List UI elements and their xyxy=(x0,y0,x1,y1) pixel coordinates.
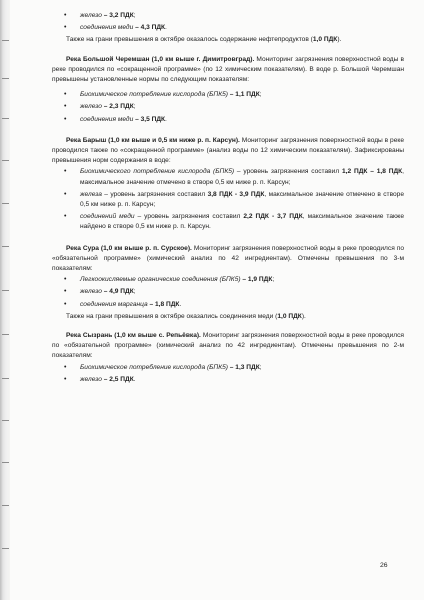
bullet-icon: • xyxy=(64,115,67,123)
list-item: • железо – 2,3 ПДК; xyxy=(52,102,404,112)
section-heading: Река Большой Черемшан (1,0 км выше г. Димитровград). xyxy=(66,55,255,63)
top-list xyxy=(52,11,404,33)
bullet-icon: • xyxy=(64,168,67,176)
syzran-list xyxy=(52,363,404,385)
bullet-icon: • xyxy=(64,103,67,111)
section-cheremshan: Река Большой Черемшан (1,0 км выше г. Димитровград). Мониторинг загрязнения поверхностной воды в реке проводился по «сокращенной программе» (по 12 химическим показателям). В воде р. Большой Черемшан превышены установленные нормы по следующим показателям: xyxy=(52,55,404,84)
barysh-list xyxy=(52,167,404,232)
section-sura: Река Сура (1,0 км выше р. п. Сурское). Мониторинг загрязнения поверхностной воды в реке проводился по «обязательной программе» (химический анализ по 42 ингредиентам). Отмечены превышения по 3-м показателям: xyxy=(52,244,404,273)
bullet-icon: • xyxy=(64,12,67,19)
list-item: • Легкоокисляемые органические соединения (БПК5) – 1,9 ПДК; xyxy=(52,275,404,285)
page-binding-edge xyxy=(0,0,10,600)
list-item: • железо – 4,9 ПДК; xyxy=(52,287,404,297)
bullet-icon: • xyxy=(64,91,67,99)
section-barysh: Река Барыш (1,0 км выше и 0,5 км ниже р. п. Карсун). Мониторинг загрязнения поверхностной воды в реке проводился также по «сокращенной программе» (анализ воды по 12 химическим показателям). Зафиксированы превышения норм содержания в воде: xyxy=(52,136,404,165)
bullet-icon: • xyxy=(64,213,67,221)
list-item: • соединения меди – 4,3 ПДК. xyxy=(52,23,404,33)
list-item: • Биохимического потребление кислорода (БПК5) – уровень загрязнения составил 1,2 ПДК – 1,8 ПДК, максимальное значение отмечено в створе 0,5 км ниже р. п. Карсун; xyxy=(64,168,405,186)
bullet-icon: • xyxy=(64,363,67,371)
list-item: • соединения марганца – 1,8 ПДК. xyxy=(52,300,404,310)
page-number: 26 xyxy=(380,562,388,569)
sura-list xyxy=(52,275,404,310)
bullet-icon: • xyxy=(64,276,67,284)
list-item: • соединения меди – 3,5 ПДК. xyxy=(52,115,404,125)
list-item: • железо – 3,2 ПДК; xyxy=(52,11,404,21)
list-item: • железо – 2,5 ПДК. xyxy=(52,375,404,385)
bullet-icon: • xyxy=(64,375,67,383)
section-heading: Река Сура (1,0 км выше р. п. Сурское). xyxy=(66,244,192,252)
list-item: • железа – уровень загрязнения составил 3,8 ПДК - 3,9 ПДК, максимальное значение отмечено в створе 0,5 км ниже р. п. Карсун; xyxy=(64,190,405,209)
section-heading: Река Сызрань (1,0 км выше с. Репьёвка). xyxy=(66,332,201,340)
bullet-icon: • xyxy=(64,24,67,32)
document-body xyxy=(52,10,404,387)
list-item: • Биохимическое потребление кислорода (БПК5) – 1,1 ПДК; xyxy=(52,90,404,100)
bullet-icon: • xyxy=(64,288,67,296)
document-page xyxy=(10,0,424,600)
bullet-icon: • xyxy=(64,190,67,198)
list-item: • Биохимическое потребление кислорода (БПК5) – 1,3 ПДК; xyxy=(52,363,404,373)
section-heading: Река Барыш (1,0 км выше и 0,5 км ниже р. п. Карсун). xyxy=(66,136,240,144)
note-paragraph: Также на грани превышения в октябре оказались соединения меди (1,0 ПДК). xyxy=(66,312,306,320)
note-paragraph: Также на грани превышения в октябре оказалось содержание нефтепродуктов (1,0 ПДК). xyxy=(66,36,342,44)
cheremshan-list xyxy=(52,90,404,125)
section-syzran: Река Сызрань (1,0 км выше с. Репьёвка). Мониторинг загрязнения поверхностной воды в реке проводился по «обязательной программе» (химический анализ по 42 ингредиентам). Отмечены превышения по 2-м показателям: xyxy=(52,332,404,360)
list-item: • соединений меди – уровень загрязнения составил 2,2 ПДК - 3,7 ПДК, максимальное значение также найдено в створе 0,5 км ниже р. п. Карсун. xyxy=(64,213,404,231)
bullet-icon: • xyxy=(64,300,67,308)
